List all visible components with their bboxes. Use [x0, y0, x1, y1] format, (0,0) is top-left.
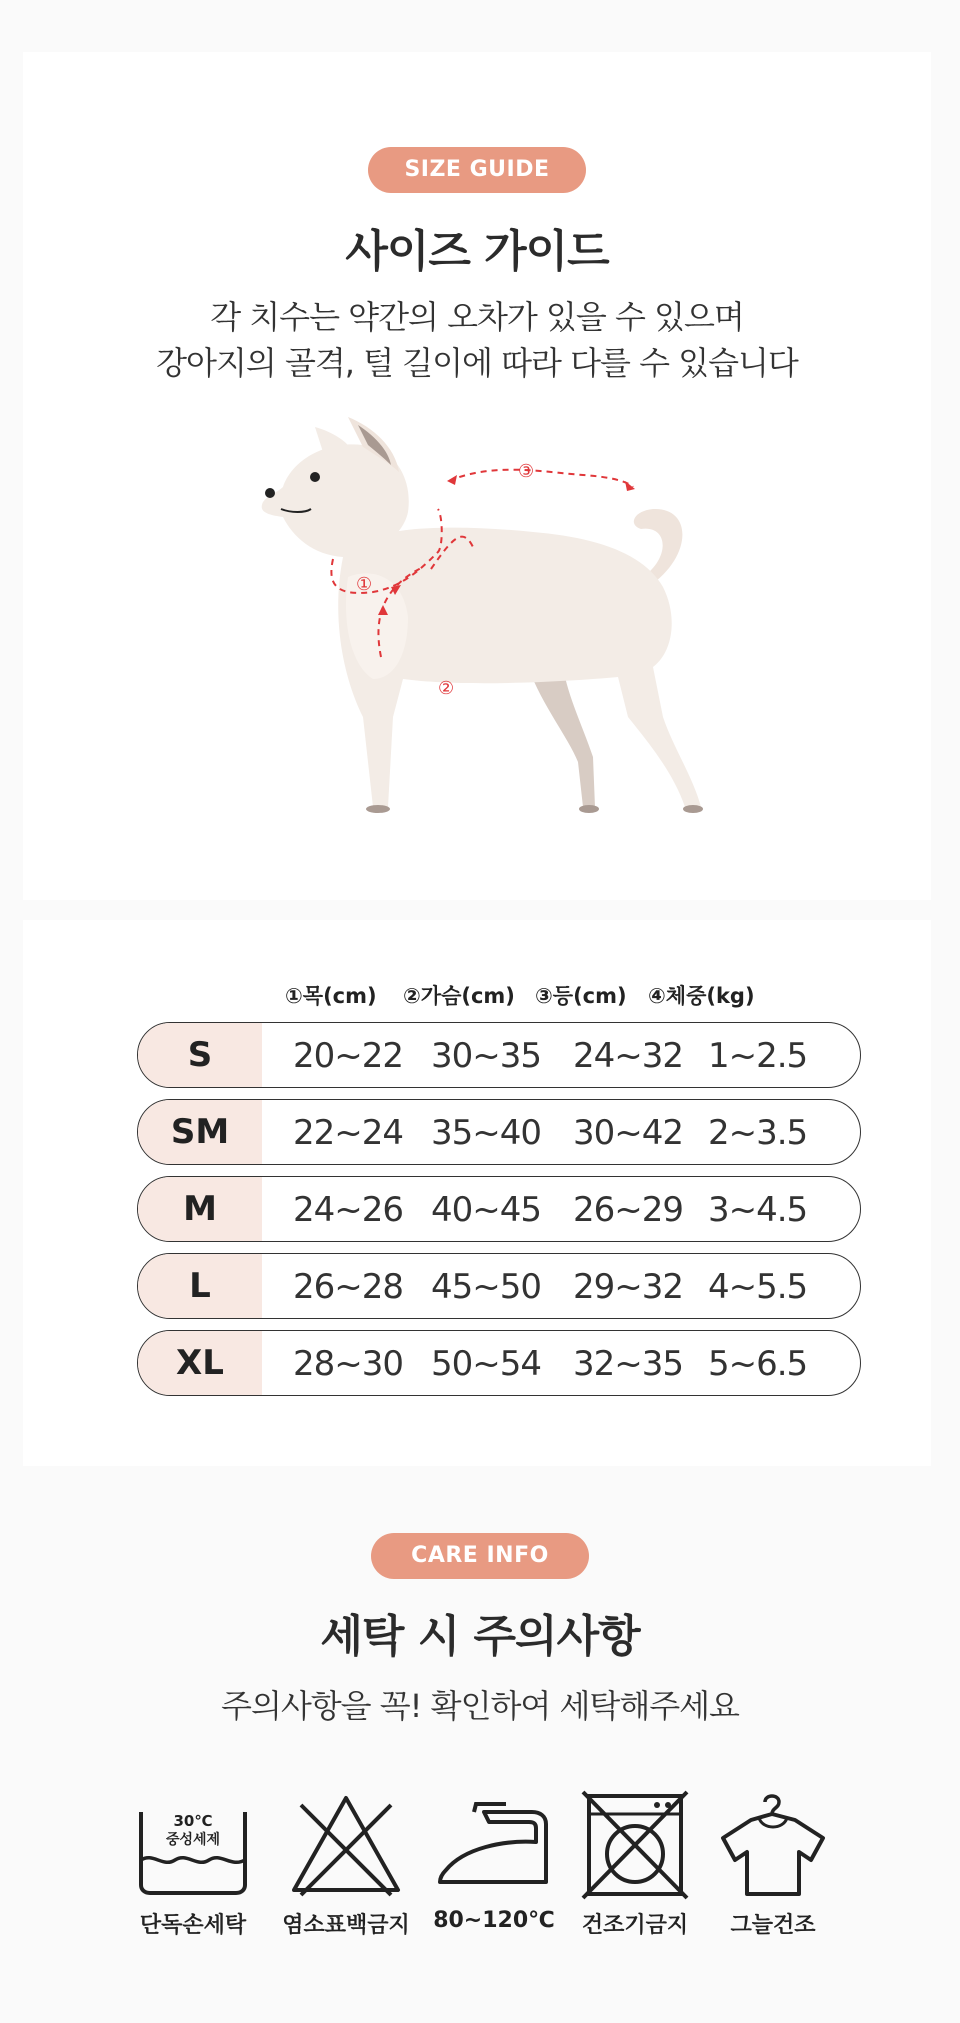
size-label: S: [138, 1023, 262, 1087]
no-tumble-dry-icon: [575, 1790, 695, 1900]
table-row: [137, 1330, 861, 1396]
size-guide-desc-line1: 각 치수는 약간의 오차가 있을 수 있으며: [210, 298, 744, 336]
chest-value: 30~35: [431, 1036, 542, 1076]
chest-value: 50~54: [431, 1344, 542, 1384]
size-label: XL: [138, 1331, 262, 1395]
size-label: SM: [138, 1100, 262, 1164]
size-guide-card: [23, 52, 931, 900]
weight-value: 4~5.5: [708, 1267, 808, 1307]
neck-value: 20~22: [293, 1036, 404, 1076]
weight-value: 2~3.5: [708, 1113, 808, 1153]
back-value: 32~35: [573, 1344, 684, 1384]
marker-1: ①: [356, 574, 373, 595]
chest-value: 45~50: [431, 1267, 542, 1307]
hand-wash-label: 단독손세탁: [139, 1913, 247, 1938]
back-value: 29~32: [573, 1267, 684, 1307]
iron-icon: [434, 1790, 554, 1900]
table-row: [137, 1176, 861, 1242]
no-bleach-icon: [286, 1790, 406, 1900]
weight-value: 3~4.5: [708, 1190, 808, 1230]
neck-value: 28~30: [293, 1344, 404, 1384]
size-guide-badge: SIZE GUIDE: [368, 147, 586, 193]
size-label: L: [138, 1254, 262, 1318]
table-row: [137, 1099, 861, 1165]
care-info-badge: CARE INFO: [371, 1533, 589, 1579]
hand-wash-icon: [133, 1790, 253, 1900]
header-weight: ④체중(kg): [648, 984, 755, 1008]
neck-value: 22~24: [293, 1113, 404, 1153]
hand-wash-detergent: 중성세제: [165, 1832, 221, 1848]
header-chest: ②가슴(cm): [403, 984, 515, 1008]
weight-value: 1~2.5: [708, 1036, 808, 1076]
size-guide-title: 사이즈 가이드: [345, 226, 609, 277]
header-back: ③등(cm): [535, 984, 627, 1008]
hand-wash-temp: 30℃: [173, 1812, 213, 1830]
dog-illustration: [223, 417, 743, 817]
size-guide-desc-line2: 강아지의 골격, 털 길이에 따라 다를 수 있습니다: [156, 344, 798, 382]
chest-value: 35~40: [431, 1113, 542, 1153]
neck-value: 26~28: [293, 1267, 404, 1307]
care-desc: 주의사항을 꼭! 확인하여 세탁해주세요: [221, 1687, 739, 1725]
back-value: 26~29: [573, 1190, 684, 1230]
no-tumble-dry-label: 건조기금지: [581, 1913, 689, 1938]
weight-value: 5~6.5: [708, 1344, 808, 1384]
neck-value: 24~26: [293, 1190, 404, 1230]
marker-2: ②: [438, 678, 455, 699]
back-value: 30~42: [573, 1113, 684, 1153]
iron-label: 80~120℃: [433, 1908, 555, 1933]
care-title: 세탁 시 주의사항: [320, 1611, 640, 1662]
header-neck: ①목(cm): [285, 984, 377, 1008]
size-label: M: [138, 1177, 262, 1241]
shade-dry-label: 그늘건조: [730, 1913, 816, 1938]
size-table-card: [23, 920, 931, 1466]
table-row: [137, 1022, 861, 1088]
marker-3: ③: [518, 461, 535, 482]
shade-dry-icon: [713, 1790, 833, 1900]
no-bleach-label: 염소표백금지: [282, 1913, 410, 1938]
table-row: [137, 1253, 861, 1319]
chest-value: 40~45: [431, 1190, 542, 1230]
back-value: 24~32: [573, 1036, 684, 1076]
